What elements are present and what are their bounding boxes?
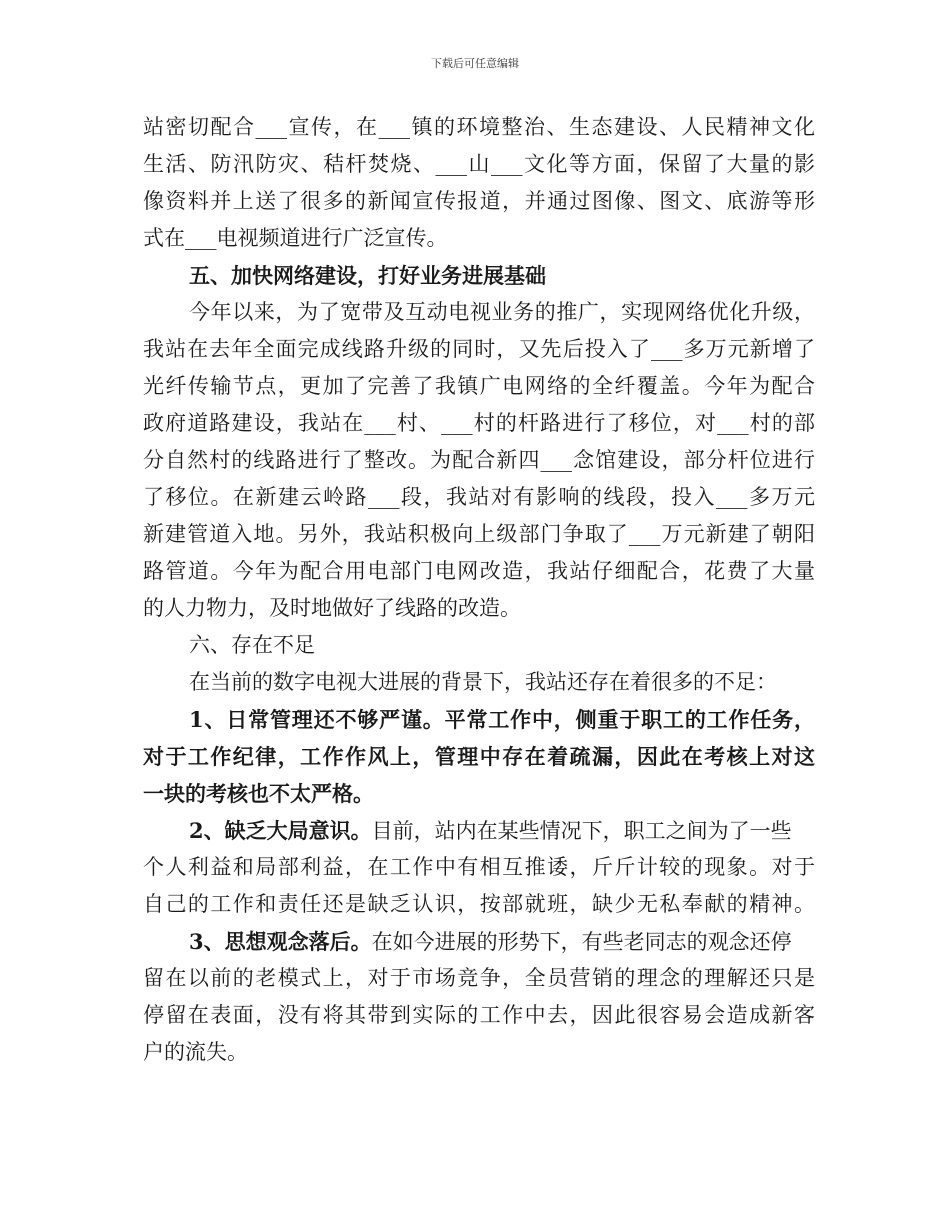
issue-2-title: 2、缺乏大局意识。: [189, 818, 372, 843]
issue-1-line: 对于工作纪律，工作作风上，管理中存在着疏漏，因此在考核上对这: [143, 744, 815, 769]
issue-2-text: 目前，站内在某些情况下，职工之间为了一些: [371, 819, 792, 843]
issue-2-line: 自己的工作和责任还是缺乏认识，按部就班，缺少无私奉献的精神。: [143, 892, 815, 916]
issue-1-line: 一块的考核也不太严格。: [143, 781, 374, 806]
paragraph-line: 的人力物力，及时地做好了线路的改造。: [143, 596, 521, 620]
issue-2-line: [143, 812, 815, 849]
issue-3-line: 停留在表面，没有将其带到实际的工作中去，因此很容易会造成新客: [143, 1003, 815, 1027]
issue-3-line: [143, 923, 815, 960]
issue-3-line: 留在以前的老模式上，对于市场竞争，全员营销的理念的理解还只是: [143, 966, 815, 990]
paragraph-line: 路管道。今年为配合用电部门电网改造，我站仔细配合，花费了大量: [143, 559, 815, 583]
paragraph-line: 我站在去年全面完成线路升级的同时，又先后投入了___多万元新增了: [143, 337, 815, 361]
paragraph-line: 生活、防汛防灾、秸杆焚烧、___山___文化等方面，保留了大量的影: [143, 152, 815, 176]
document-body: [143, 109, 815, 1071]
header-note: 下载后可任意编辑: [431, 57, 519, 70]
issue-3-title: 3、思想观念落后。: [189, 929, 372, 954]
section-heading-6: 六、存在不足: [189, 633, 315, 657]
paragraph-line: 新建管道入地。另外，我站积极向上级部门争取了___万元新建了朝阳: [143, 522, 815, 546]
paragraph-line: 了移位。在新建云岭路___段，我站对有影响的线段，投入___多万元: [143, 485, 815, 509]
issue-1-line: 1、日常管理还不够严谨。平常工作中，侧重于职工的工作任务，: [189, 707, 815, 732]
issue-3-line: 户的流失。: [143, 1040, 248, 1064]
paragraph-line: 光纤传输节点，更加了完善了我镇广电网络的全纤覆盖。今年为配合: [143, 374, 815, 398]
issue-3-text: 在如今进展的形势下，有些老同志的观念还停: [371, 930, 792, 954]
paragraph-line: 像资料并上送了很多的新闻宣传报道，并通过图像、图文、底游等形: [143, 189, 815, 213]
paragraph-line: 政府道路建设，我站在___村、___村的杆路进行了移位，对___村的部: [143, 411, 815, 435]
issue-2-line: 个人利益和局部利益，在工作中有相互推诿，斤斤计较的现象。对于: [143, 855, 815, 879]
paragraph-line: 式在___电视频道进行广泛宣传。: [143, 226, 448, 250]
section-heading-5: 五、加快网络建设，打好业务进展基础: [189, 263, 546, 288]
paragraph-line: 站密切配合___宣传，在___镇的环境整治、生态建设、人民精神文化: [143, 115, 815, 139]
paragraph-line: 在当前的数字电视大进展的背景下，我站还存在着很多的不足：: [189, 670, 777, 694]
paragraph-line: 今年以来，为了宽带及互动电视业务的推广，实现网络优化升级，: [189, 300, 815, 324]
paragraph-line: 分自然村的线路进行了整改。为配合新四___念馆建设，部分杆位进行: [143, 448, 815, 472]
